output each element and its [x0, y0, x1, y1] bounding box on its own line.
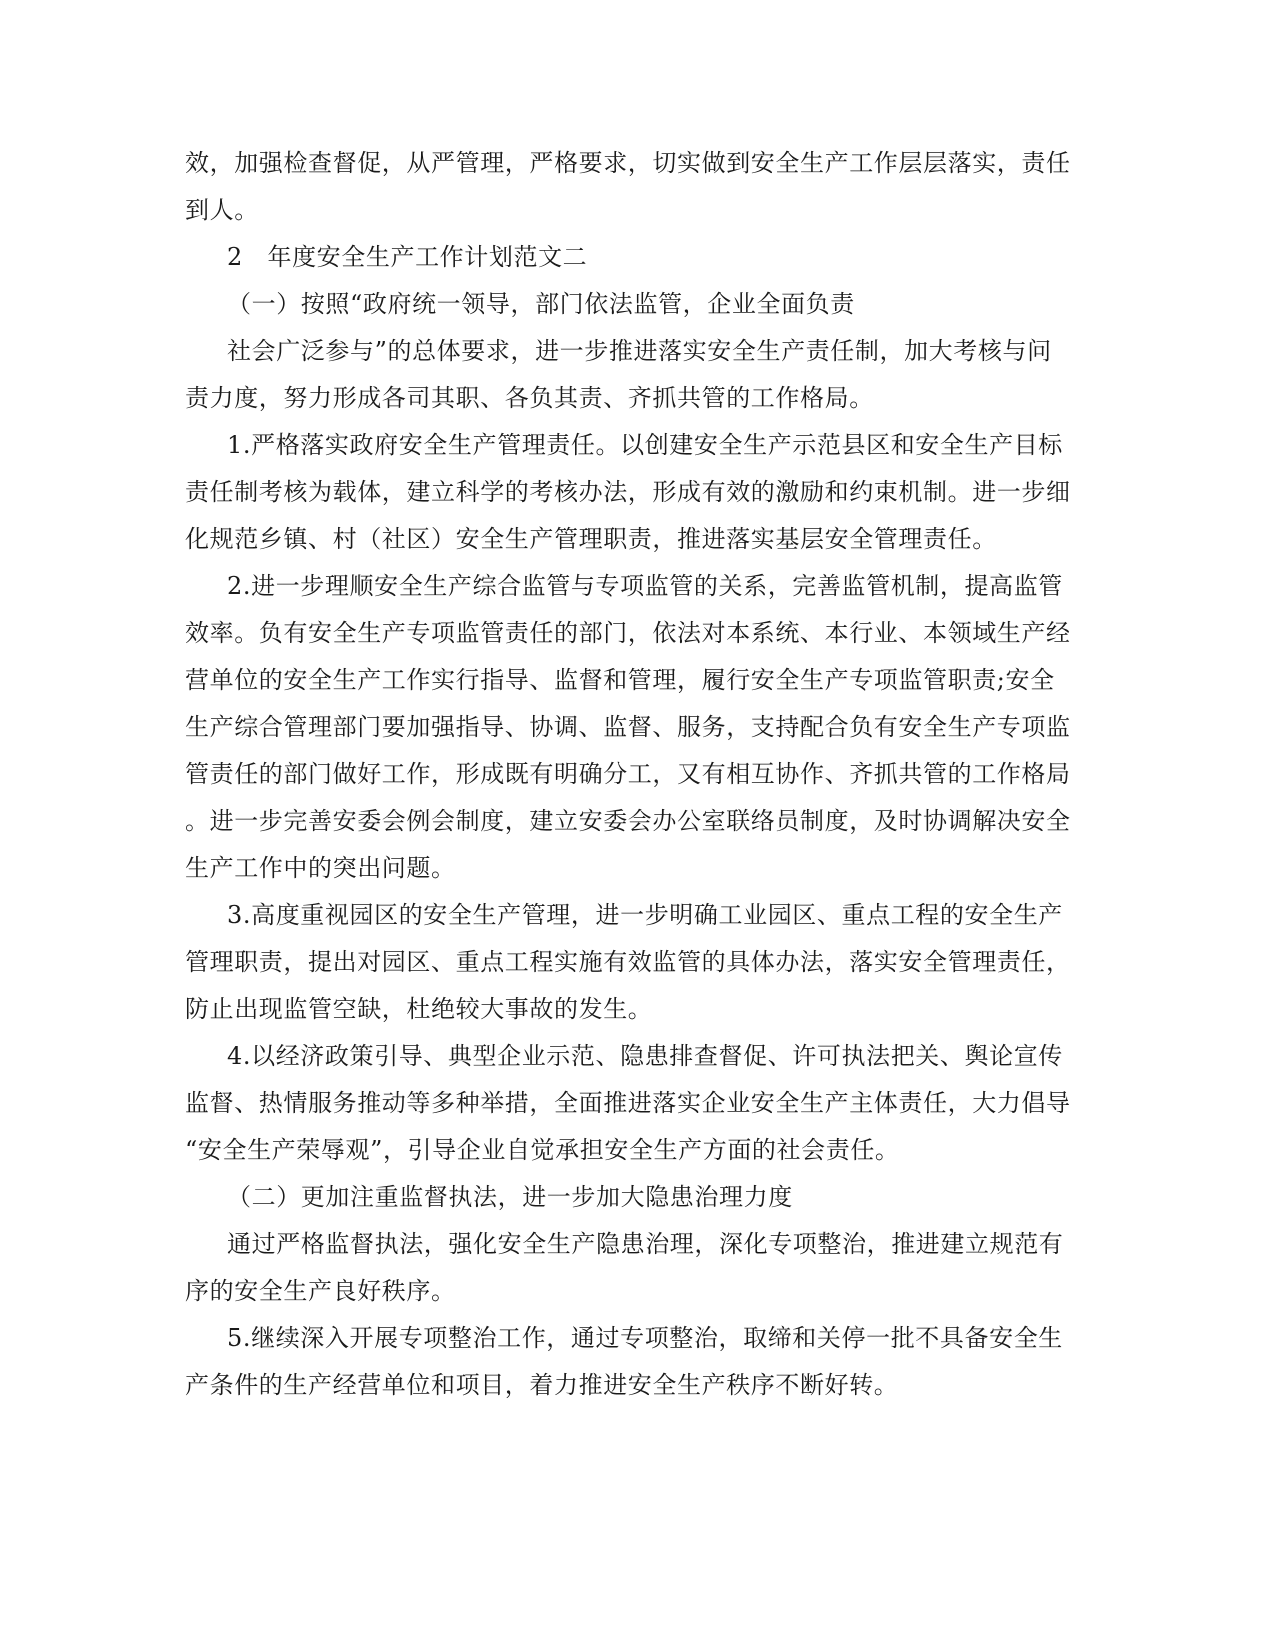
body-line: 责任制考核为载体，建立科学的考核办法，形成有效的激励和约束机制。进一步细 [185, 478, 1071, 506]
body-line: 1.严格落实政府安全生产管理责任。以创建安全生产示范县区和安全生产目标 [227, 431, 1063, 459]
body-line: 3.高度重视园区的安全生产管理，进一步明确工业园区、重点工程的安全生产 [227, 901, 1063, 929]
body-line: 防止出现监管空缺，杜绝较大事故的发生。 [185, 995, 653, 1023]
subsection-heading: （一）按照“政府统一领导，部门依法监管，企业全面负责 [227, 290, 855, 318]
body-line: 2.进一步理顺安全生产综合监管与专项监管的关系，完善监管机制，提高监管 [227, 572, 1063, 600]
body-line: “安全生产荣辱观”，引导企业自觉承担安全生产方面的社会责任。 [185, 1136, 900, 1164]
body-line: 序的安全生产良好秩序。 [185, 1277, 456, 1305]
body-line: 通过严格监督执法，强化安全生产隐患治理，深化专项整治，推进建立规范有 [227, 1230, 1064, 1258]
body-line: 5.继续深入开展专项整治工作，通过专项整治，取缔和关停一批不具备安全生 [227, 1324, 1063, 1352]
body-line: 效，加强检查督促，从严管理，严格要求，切实做到安全生产工作层层落实，责任 [185, 149, 1071, 177]
document-body [185, 140, 1075, 1409]
body-line: 到人。 [185, 196, 259, 224]
body-line: 管责任的部门做好工作，形成既有明确分工，又有相互协作、齐抓共管的工作格局 [185, 760, 1071, 788]
body-line: 化规范乡镇、村（社区）安全生产管理职责，推进落实基层安全管理责任。 [185, 525, 997, 553]
body-line: 生产工作中的突出问题。 [185, 854, 456, 882]
body-line: 监督、热情服务推动等多种举措，全面推进落实企业安全生产主体责任，大力倡导 [185, 1089, 1071, 1117]
subsection-heading: （二）更加注重监督执法，进一步加大隐患治理力度 [227, 1183, 793, 1211]
body-line: 营单位的安全生产工作实行指导、监督和管理，履行安全生产专项监管职责;安全 [185, 666, 1055, 694]
body-line: 管理职责，提出对园区、重点工程实施有效监管的具体办法，落实安全管理责任， [185, 948, 1071, 976]
body-line: 产条件的生产经营单位和项目，着力推进安全生产秩序不断好转。 [185, 1371, 899, 1399]
section-heading: 2 年度安全生产工作计划范文二 [227, 243, 588, 271]
body-line: 社会广泛参与”的总体要求，进一步推进落实安全生产责任制，加大考核与问 [227, 337, 1052, 365]
body-line: 4.以经济政策引导、典型企业示范、隐患排查督促、许可执法把关、舆论宣传 [227, 1042, 1063, 1070]
body-line: 效率。负有安全生产专项监管责任的部门，依法对本系统、本行业、本领域生产经 [185, 619, 1071, 647]
body-line: 责力度，努力形成各司其职、各负其责、齐抓共管的工作格局。 [185, 384, 874, 412]
body-line: 生产综合管理部门要加强指导、协调、监督、服务，支持配合负有安全生产专项监 [185, 713, 1071, 741]
body-line: 。进一步完善安委会例会制度，建立安委会办公室联络员制度，及时协调解决安全 [185, 807, 1071, 835]
